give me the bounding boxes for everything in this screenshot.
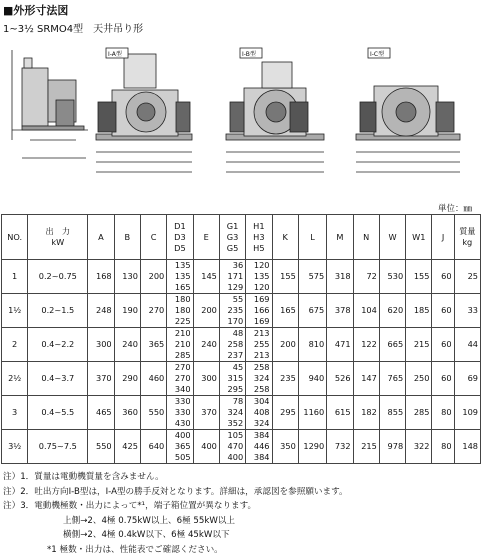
cell-k: 155 (272, 260, 298, 294)
note-star1: *1 極数・出力は、性能表でご確認ください。 (3, 543, 348, 557)
cell-k: 350 (272, 430, 298, 464)
col-output-label: 出 力 (28, 226, 87, 237)
cell-d: 135 135 165 (167, 260, 193, 294)
cell-d: 330 330 430 (167, 396, 193, 430)
cell-j: 60 (432, 294, 454, 328)
cell-c: 460 (140, 362, 166, 396)
cell-no: 1½ (2, 294, 28, 328)
cell-output: 0.4~3.7 (28, 362, 88, 396)
cell-h: 213 255 213 (246, 328, 272, 362)
cell-m: 471 (327, 328, 353, 362)
cell-output: 0.2~0.75 (28, 260, 88, 294)
col-c: C (140, 215, 166, 260)
cell-c: 270 (140, 294, 166, 328)
cell-mass: 69 (454, 362, 480, 396)
cell-g: 48 258 237 (219, 328, 245, 362)
cell-d: 270 270 340 (167, 362, 193, 396)
cell-w1: 250 (406, 362, 432, 396)
col-w: W (379, 215, 405, 260)
cell-m: 378 (327, 294, 353, 328)
cell-k: 200 (272, 328, 298, 362)
cell-c: 640 (140, 430, 166, 464)
cell-h: 258 324 258 (246, 362, 272, 396)
cell-j: 60 (432, 328, 454, 362)
col-e: E (193, 215, 219, 260)
col-h: H1 H3 H5 (246, 215, 272, 260)
cell-m: 615 (327, 396, 353, 430)
cell-l: 575 (298, 260, 326, 294)
cell-g: 78 324 352 (219, 396, 245, 430)
cell-w: 620 (379, 294, 405, 328)
cell-b: 290 (114, 362, 140, 396)
cell-j: 80 (432, 430, 454, 464)
cell-output: 0.4~5.5 (28, 396, 88, 430)
cell-n: 215 (353, 430, 379, 464)
cell-b: 360 (114, 396, 140, 430)
footnotes (3, 470, 348, 557)
cell-m: 526 (327, 362, 353, 396)
cell-m: 318 (327, 260, 353, 294)
cell-h: 304 408 324 (246, 396, 272, 430)
cell-a: 300 (88, 328, 114, 362)
cell-b: 190 (114, 294, 140, 328)
cell-d: 210 210 285 (167, 328, 193, 362)
cell-mass: 33 (454, 294, 480, 328)
note-1: 注）1．質量は電動機質量を含みません。 (3, 470, 348, 485)
cell-w: 665 (379, 328, 405, 362)
drawing-label-ia: I-A型 (108, 50, 122, 58)
cell-mass: 25 (454, 260, 480, 294)
cell-no: 3 (2, 396, 28, 430)
cell-a: 370 (88, 362, 114, 396)
cell-b: 240 (114, 328, 140, 362)
cell-mass: 44 (454, 328, 480, 362)
col-l: L (298, 215, 326, 260)
cell-output: 0.2~1.5 (28, 294, 88, 328)
drawing-type-ia (96, 48, 192, 172)
dimension-table (1, 214, 481, 464)
col-mass: 質量 kg (454, 215, 480, 260)
cell-b: 130 (114, 260, 140, 294)
cell-output: 0.75~7.5 (28, 430, 88, 464)
cell-l: 810 (298, 328, 326, 362)
cell-w: 978 (379, 430, 405, 464)
col-g: G1 G3 G5 (219, 215, 245, 260)
cell-g: 45 315 295 (219, 362, 245, 396)
cell-a: 248 (88, 294, 114, 328)
cell-n: 122 (353, 328, 379, 362)
cell-e: 145 (193, 260, 219, 294)
cell-no: 2 (2, 328, 28, 362)
col-k: K (272, 215, 298, 260)
col-output (28, 215, 88, 260)
drawing-type-ic (356, 48, 460, 172)
cell-w1: 215 (406, 328, 432, 362)
cell-j: 60 (432, 362, 454, 396)
cell-g: 105 470 400 (219, 430, 245, 464)
cell-h: 120 135 120 (246, 260, 272, 294)
cell-l: 940 (298, 362, 326, 396)
cell-e: 400 (193, 430, 219, 464)
cell-a: 465 (88, 396, 114, 430)
note-2: 注）2．吐出方向Ⅰ-B型は，Ⅰ-A型の勝手反対となります。詳細は，承認図を参照願います。 (3, 485, 348, 500)
note-3: 注）3．電動機極数・出力によって*¹，端子箱位置が異なります。 (3, 499, 348, 514)
cell-w1: 322 (406, 430, 432, 464)
note-3-upper: 上側→2、4極 0.75kW以上、6極 55kW以上 (3, 514, 348, 529)
col-d: D1 D3 D5 (167, 215, 193, 260)
cell-j: 60 (432, 260, 454, 294)
cell-k: 165 (272, 294, 298, 328)
drawing-label-ic: I-C型 (370, 50, 384, 58)
cell-h: 169 166 169 (246, 294, 272, 328)
cell-a: 168 (88, 260, 114, 294)
cell-l: 1160 (298, 396, 326, 430)
drawing-label-ib: I-B型 (242, 50, 256, 58)
cell-mass: 148 (454, 430, 480, 464)
col-j: J (432, 215, 454, 260)
cell-c: 200 (140, 260, 166, 294)
table-row (2, 396, 481, 430)
col-m: M (327, 215, 353, 260)
cell-w: 765 (379, 362, 405, 396)
note-3-side: 横側→2、4極 0.4kW以下、6極 45kW以下 (3, 528, 348, 543)
col-output-unit: kW (28, 237, 87, 248)
model-subtitle: 1~3½ SRMO4型 天井吊り形 (3, 20, 143, 35)
cell-k: 295 (272, 396, 298, 430)
cell-n: 104 (353, 294, 379, 328)
cell-w1: 185 (406, 294, 432, 328)
cell-no: 1 (2, 260, 28, 294)
col-w1: W1 (406, 215, 432, 260)
col-a: A (88, 215, 114, 260)
cell-c: 550 (140, 396, 166, 430)
col-no: NO. (2, 215, 28, 260)
cell-b: 425 (114, 430, 140, 464)
table-header-row (2, 215, 481, 260)
cell-m: 732 (327, 430, 353, 464)
cell-c: 365 (140, 328, 166, 362)
cell-j: 80 (432, 396, 454, 430)
cell-e: 300 (193, 362, 219, 396)
cell-h: 384 446 384 (246, 430, 272, 464)
drawing-side-view (12, 50, 88, 158)
table-row (2, 362, 481, 396)
cell-g: 55 235 170 (219, 294, 245, 328)
cell-no: 2½ (2, 362, 28, 396)
drawing-type-ib (226, 48, 324, 172)
cell-output: 0.4~2.2 (28, 328, 88, 362)
dimension-drawings (0, 40, 484, 200)
cell-a: 550 (88, 430, 114, 464)
col-b: B (114, 215, 140, 260)
cell-g: 36 171 129 (219, 260, 245, 294)
table-row (2, 294, 481, 328)
cell-l: 675 (298, 294, 326, 328)
cell-d: 400 365 505 (167, 430, 193, 464)
cell-w: 530 (379, 260, 405, 294)
col-n: N (353, 215, 379, 260)
cell-e: 370 (193, 396, 219, 430)
cell-e: 240 (193, 328, 219, 362)
cell-n: 72 (353, 260, 379, 294)
unit-label: 単位：㎜ (438, 202, 472, 214)
cell-mass: 109 (454, 396, 480, 430)
cell-k: 235 (272, 362, 298, 396)
table-row (2, 430, 481, 464)
cell-l: 1290 (298, 430, 326, 464)
cell-n: 147 (353, 362, 379, 396)
cell-w1: 285 (406, 396, 432, 430)
cell-d: 180 180 225 (167, 294, 193, 328)
cell-w: 855 (379, 396, 405, 430)
cell-n: 182 (353, 396, 379, 430)
cell-no: 3½ (2, 430, 28, 464)
cell-e: 200 (193, 294, 219, 328)
cell-w1: 155 (406, 260, 432, 294)
page-title: ■外形寸法図 (3, 2, 68, 18)
table-row (2, 260, 481, 294)
table-row (2, 328, 481, 362)
